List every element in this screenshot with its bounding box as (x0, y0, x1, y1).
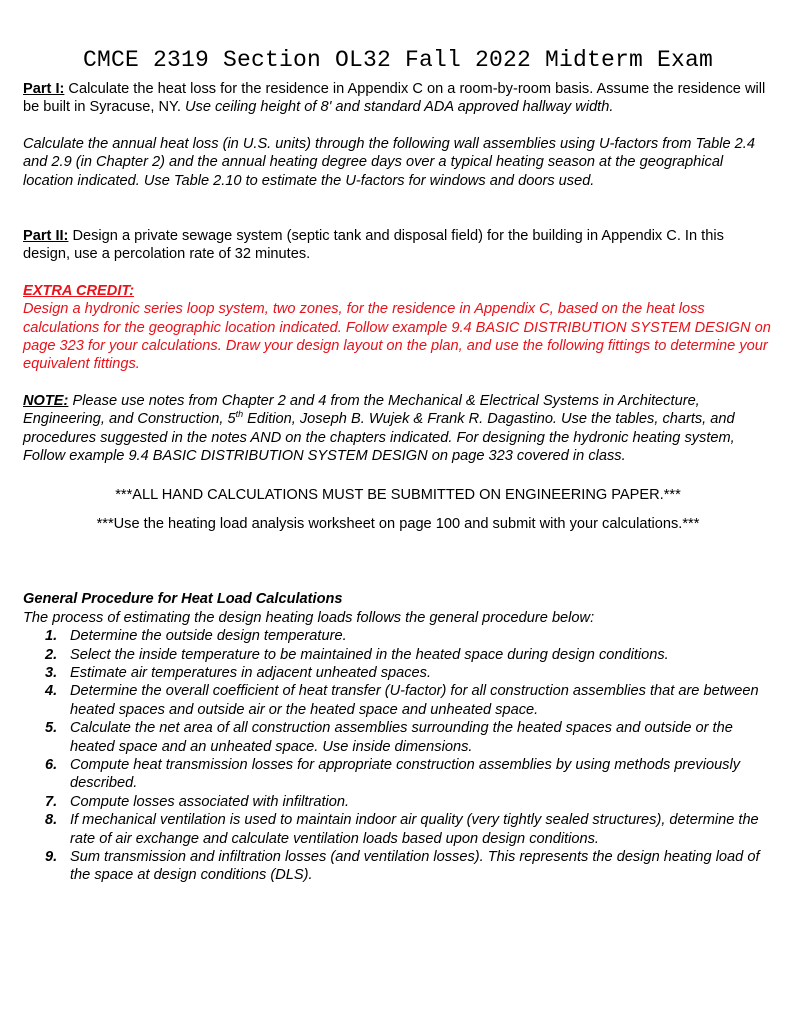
part-one-italic: Use ceiling height of 8' and standard ADA approved hallway width. (184, 99, 614, 116)
step-number: 6. (45, 756, 58, 773)
procedure-step (23, 719, 773, 756)
extra-credit-text: Design a hydronic series loop system, two zones, for the residence in Appendix C, based on the heat loss calculations for the geographic location indicated. Follow example 9.4 BASIC DISTRIBUTION SYSTEM DESIGN on page 323 for your calculations. Draw your design layout on the plan, and use the following fittings to determine your equivalent fittings. (23, 301, 771, 373)
step-text: Estimate air temperatures in adjacent unheated spaces. (70, 664, 431, 681)
procedure-step (23, 793, 773, 811)
part-two-paragraph (23, 227, 773, 264)
part-one-text: Calculate the heat loss for the residence in Appendix C on a room-by-room basis. Assume the residence will be built in Syracuse, NY. (23, 81, 766, 116)
step-number: 4. (45, 683, 58, 700)
step-text: Determine the overall coefficient of heat transfer (U-factor) for all construction assemblies that are between heated spaces and outside air or the heated space and unheated space. (70, 683, 759, 718)
page-title: CMCE 2319 Section OL32 Fall 2022 Midterm Exam (82, 47, 714, 73)
procedure-step (23, 848, 773, 885)
exam-page (23, 44, 773, 885)
step-text: Sum transmission and infiltration losses (and ventilation losses). This represents the design heating load of the space at design conditions (DLS). (70, 849, 760, 884)
part-one-paragraph-2: Calculate the annual heat loss (in U.S. units) through the following wall assemblies using U-factors from Table 2.4 and 2.9 (in Chapter 2) and the annual heating degree days over a typical heating season at the geographical location indicated. Use Table 2.10 to estimate the U-factors for windows and doors used. (23, 135, 755, 189)
note-text-b: Edition, Joseph B. Wujek & Frank R. Dagastino. Use the tables, charts, and procedures suggested in the notes AND on the chapters indicated. For designing the hydronic heating system, Follow example 9.4 BASIC DISTRIBUTION SYSTEM DESIGN on page 323 covered in class. (23, 411, 735, 465)
notice-engineering-paper: ***ALL HAND CALCULATIONS MUST BE SUBMITTED ON ENGINEERING PAPER.*** (115, 486, 681, 503)
step-text: Compute heat transmission losses for appropriate construction assemblies by using methods previously described. (70, 756, 741, 792)
extra-credit-label: EXTRA CREDIT: (23, 282, 135, 299)
step-text: Compute losses associated with infiltration. (70, 793, 350, 810)
step-text: Select the inside temperature to be maintained in the heated space during design conditions. (70, 646, 669, 663)
extra-credit-block (23, 282, 773, 374)
procedure-step (23, 756, 773, 793)
note-label: NOTE: (23, 392, 69, 409)
part-one-paragraph (23, 80, 773, 117)
step-text: If mechanical ventilation is used to maintain indoor air quality (very tightly sealed structures), determine the rate of air exchange and calculate ventilation loads based upon design conditions. (70, 812, 759, 847)
step-number: 3. (45, 664, 58, 681)
step-number: 5. (45, 720, 58, 737)
procedure-step (23, 646, 773, 664)
notice-worksheet: ***Use the heating load analysis worksheet on page 100 and submit with your calculations.*** (96, 515, 700, 532)
step-text: Determine the outside design temperature. (70, 628, 347, 645)
procedure-step (23, 664, 773, 682)
procedure-heading: General Procedure for Heat Load Calculations (23, 591, 343, 608)
step-number: 2. (45, 646, 58, 663)
note-superscript: th (235, 409, 244, 420)
part-one-label: Part I: (23, 81, 65, 97)
part-two-text: Design a private sewage system (septic tank and disposal field) for the building in Appendix C. In this design, use a percolation rate of 32 minutes. (23, 228, 724, 263)
procedure-steps (23, 627, 773, 885)
procedure-step (23, 811, 773, 848)
step-number: 9. (45, 849, 58, 865)
part-two-label: Part II: (23, 228, 69, 245)
step-number: 1. (45, 628, 58, 645)
procedure-step (23, 627, 773, 645)
note-text-a: Please use notes from Chapter 2 and 4 from the Mechanical & Electrical Systems in Architecture, Engineering, and Construction, 5 (23, 392, 700, 428)
procedure-step (23, 682, 773, 719)
procedure-intro: The process of estimating the design heating loads follows the general procedure below: (23, 609, 595, 626)
step-number: 7. (45, 793, 58, 810)
step-text: Calculate the net area of all construction assemblies surrounding the heated spaces and outside or the heated space and an unheated space. Use inside dimensions. (70, 720, 733, 755)
note-paragraph (23, 392, 773, 466)
step-number: 8. (45, 812, 58, 829)
